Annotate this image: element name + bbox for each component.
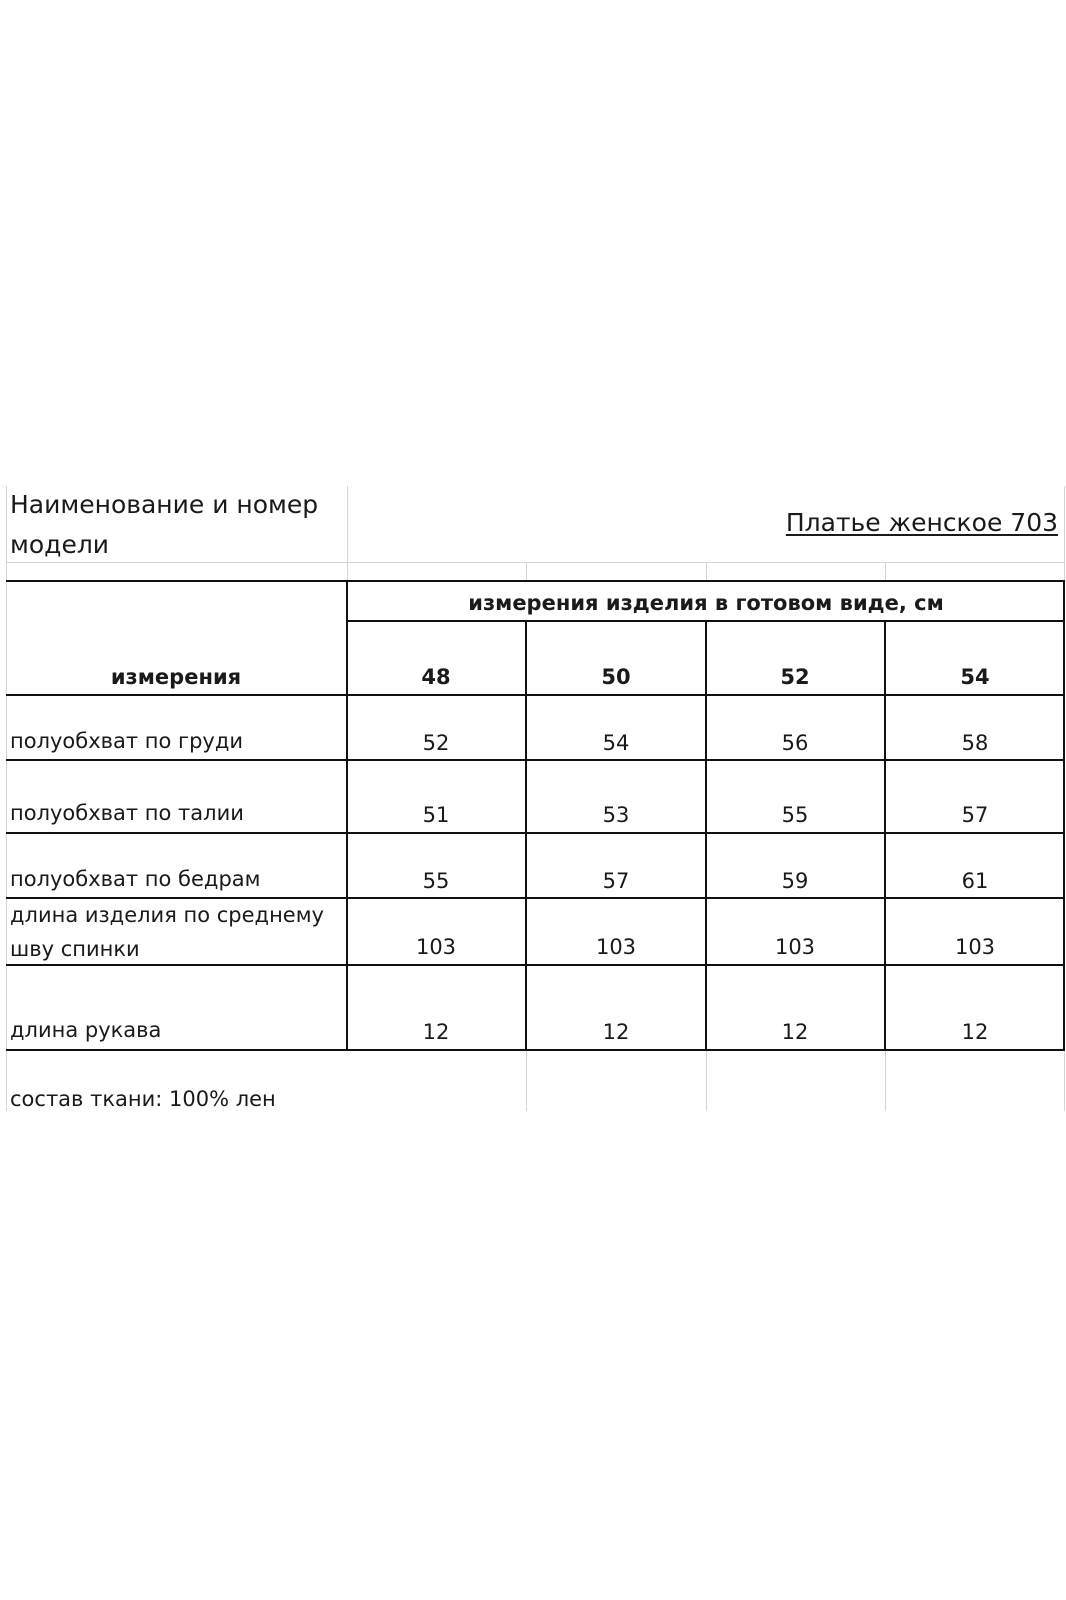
row-label: полуобхват по груди — [10, 729, 244, 753]
table-cell: 61 — [961, 869, 989, 893]
table-cell: 54 — [602, 731, 630, 755]
table-cell: 52 — [422, 731, 450, 755]
table-cell: 57 — [602, 869, 630, 893]
table-cell: 103 — [415, 935, 457, 959]
gridline — [885, 562, 886, 581]
gridline — [706, 1051, 707, 1111]
size-header: 54 — [960, 665, 990, 689]
row-header: измерения — [110, 665, 242, 689]
row-label: длина изделия по среднему шву спинки — [10, 903, 324, 961]
gridline — [706, 562, 707, 581]
model-title-label: Наименование и номер модели — [10, 490, 319, 559]
table-border — [6, 694, 1065, 696]
table-cell: 55 — [422, 869, 450, 893]
table-cell: 56 — [781, 731, 809, 755]
gridline — [526, 1051, 527, 1111]
table-cell: 53 — [602, 803, 630, 827]
table-cell: 103 — [774, 935, 816, 959]
table-cell: 59 — [781, 869, 809, 893]
table-cell: 58 — [961, 731, 989, 755]
fabric-composition: состав ткани: 100% лен — [10, 1087, 276, 1111]
table-cell: 12 — [961, 1020, 989, 1044]
size-header: 48 — [421, 665, 451, 689]
table-cell: 57 — [961, 803, 989, 827]
table-cell: 12 — [781, 1020, 809, 1044]
gridline — [526, 562, 527, 581]
size-header: 52 — [780, 665, 810, 689]
row-label: длина рукава — [10, 1018, 162, 1042]
table-border — [6, 759, 1065, 761]
table-cell: 103 — [954, 935, 996, 959]
gridline — [1064, 486, 1065, 581]
row-label: полуобхват по бедрам — [10, 867, 261, 891]
gridline — [1064, 1051, 1065, 1111]
table-cell: 51 — [422, 803, 450, 827]
row-label: полуобхват по талии — [10, 801, 244, 825]
table-border — [6, 832, 1065, 834]
size-header: 50 — [601, 665, 631, 689]
table-cell: 12 — [602, 1020, 630, 1044]
gridline — [885, 1051, 886, 1111]
table-border — [6, 580, 1065, 582]
table-cell: 12 — [422, 1020, 450, 1044]
group-header: измерения изделия в готовом виде, см — [468, 591, 944, 615]
table-border — [6, 1049, 1065, 1051]
model-name: Платье женское 703 — [785, 508, 1058, 537]
table-cell: 55 — [781, 803, 809, 827]
gridline — [347, 486, 348, 581]
table-cell: 103 — [595, 935, 637, 959]
